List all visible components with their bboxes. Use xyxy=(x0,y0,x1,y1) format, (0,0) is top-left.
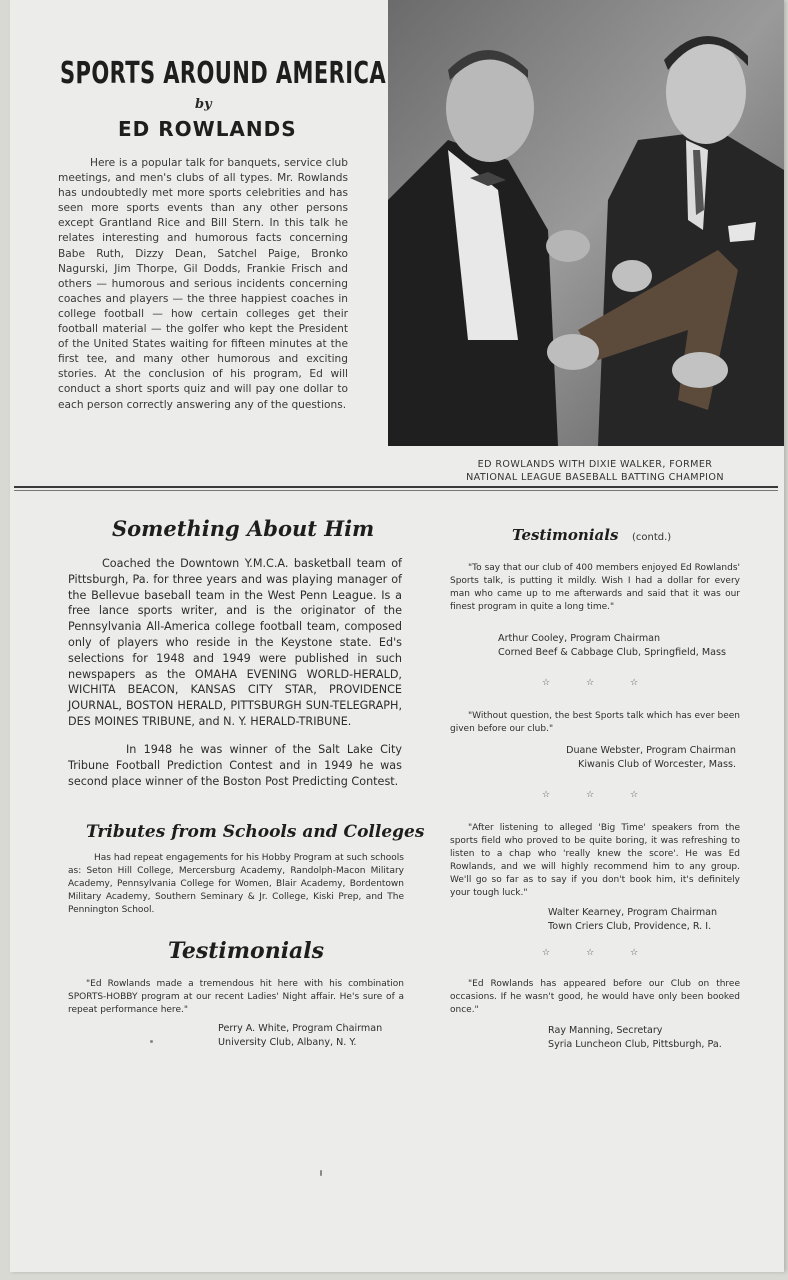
flyer-title: SPORTS AROUND AMERICA xyxy=(60,56,387,91)
testimonial-name: Ray Manning, Secretary xyxy=(548,1025,663,1036)
testimonial-quote: "Ed Rowlands has appeared before our Club on three occasions. If he wasn't good, he would have only been booked once." xyxy=(450,979,740,1015)
caption-line-1: ED ROWLANDS WITH DIXIE WALKER, FORMER xyxy=(477,459,713,470)
testimonial-org: Corned Beef & Cabbage Club, Springfield, Mass xyxy=(498,646,727,658)
intro-paragraph: Here is a popular talk for banquets, service club meetings, and men's clubs of all types. Mr. Rowlands has undoubtedly met more sports celebrities and has seen more sports events than any other persons except Grantland Rice and Bill Stern. In this talk he relates interesting and humorous facts concerning Babe Ruth, Dizzy Dean, Satchel Paige, Bronko Nagurski, Jim Thorpe, Gil Dodds, Frankie Frisch and others — humorous and serious incidents concerning coaches and players — the three happiest coaches in college football — how certain colleges get their football material — the golfer who kept the President of the United States waiting for fifteen minutes at the first tee, and many other humorous and exciting stories. At the conclusion of his program, Ed will conduct a short sports quiz and will pay one dollar to each person correctly answering any of the questions. xyxy=(58,157,348,411)
testimonial-org: Town Criers Club, Providence, R. I. xyxy=(548,920,712,932)
caption-line-2: NATIONAL LEAGUE BASEBALL BATTING CHAMPION xyxy=(466,472,724,483)
section-divider-thin xyxy=(14,490,778,491)
testimonial-org: University Club, Albany, N. Y. xyxy=(218,1036,357,1048)
testimonial-quote: "Without question, the best Sports talk which has ever been given before our club." xyxy=(450,711,740,734)
byline-by: by xyxy=(195,97,212,112)
testimonial-org: Kiwanis Club of Worcester, Mass. xyxy=(578,758,736,770)
photo-caption xyxy=(430,458,760,484)
testimonial-quote: "To say that our club of 400 members enjoyed Ed Rowlands' Sports talk, is putting it mildly. Wish I had a dollar for every man who came up to me afterwards and said that it was our finest program in quite a long time." xyxy=(450,563,740,612)
star-divider: ☆☆☆ xyxy=(542,948,675,958)
author-name: ED ROWLANDS xyxy=(118,117,297,141)
testimonial-signature xyxy=(562,744,736,771)
star-divider: ☆☆☆ xyxy=(542,790,675,800)
testimonial-signature xyxy=(498,632,726,659)
testimonial-name: Perry A. White, Program Chairman xyxy=(218,1023,383,1034)
testimonial-signature xyxy=(548,1024,722,1051)
section-divider xyxy=(14,486,778,488)
star-divider: ☆☆☆ xyxy=(542,678,675,688)
testimonial-signature xyxy=(218,1022,382,1049)
testimonial-name: Arthur Cooley, Program Chairman xyxy=(498,633,661,644)
testimonial-org: Syria Luncheon Club, Pittsburgh, Pa. xyxy=(548,1038,722,1050)
tributes-heading: Tributes from Schools and Colleges xyxy=(86,822,425,842)
about-paragraph-2: In 1948 he was winner of the Salt Lake City Tribune Football Prediction Contest and in 1949 he was second place winner of the Boston Post Predicting Contest. xyxy=(68,743,402,788)
about-paragraph-1: Coached the Downtown Y.M.C.A. basketball team of Pittsburgh, Pa. for three years and was playing manager of the Bellevue baseball team in the West Penn League. Is a free lance sports writer, and is the originator of the Pennsylvania All-America college football team, composed only of players who reside in the Keystone state. Ed's selections for 1948 and 1949 were published in such newspapers as the OMAHA EVENING WORLD-HERALD, WICHITA BEACON, KANSAS CITY STAR, PROVIDENCE JOURNAL, BOSTON HERALD, PITTSBURGH SUN-TELEGRAPH, DES MOINES TRIBUNE, and N. Y. HERALD-TRIBUNE. xyxy=(68,557,402,728)
contd-label: (contd.) xyxy=(632,532,672,543)
paper-speck xyxy=(150,1040,153,1043)
testimonials-contd-heading: Testimonials xyxy=(512,526,619,544)
testimonial-name: Walter Kearney, Program Chairman xyxy=(548,907,718,918)
testimonial-quote: "After listening to alleged 'Big Time' speakers from the sports field who proved to be quite boring, it was refreshing to listen to a chap who 'really knew the score'. He was Ed Rowlands, and we will highly recommend him to any group. We'll go so far as to say if you don't book him, it's definitely your tough luck." xyxy=(450,823,740,898)
about-heading: Something About Him xyxy=(112,516,375,541)
testimonial-name: Duane Webster, Program Chairman xyxy=(566,745,736,756)
testimonial-signature xyxy=(548,906,717,933)
tributes-text: Has had repeat engagements for his Hobby Program at such schools as: Seton Hill College, Mercersburg Academy, Randolph-Macon Military Academy, Pennsylvania College for Women, Blair Academy, Bordentown Military Academy, Southern Seminary & Jr. College, Kiski Prep, and The Pennington School. xyxy=(68,853,404,915)
photo-illustration xyxy=(388,0,784,446)
paper-speck xyxy=(320,1170,322,1176)
photo xyxy=(388,0,784,446)
testimonials-heading: Testimonials xyxy=(168,938,325,964)
testimonial-quote: "Ed Rowlands made a tremendous hit here with his combination SPORTS-HOBBY program at our recent Ladies' Night affair. He's sure of a repeat performance here." xyxy=(68,979,404,1015)
